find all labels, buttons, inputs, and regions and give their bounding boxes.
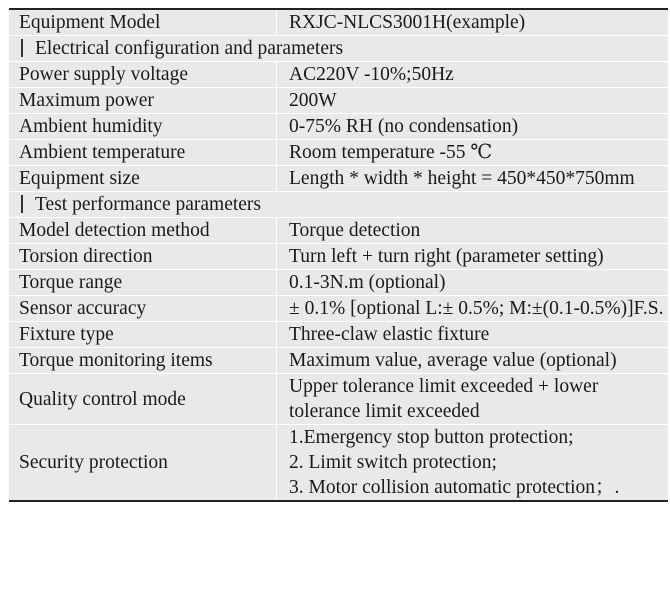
row-label: Ambient humidity [9,114,277,140]
row-value: Turn left + turn right (parameter setting) [277,244,669,270]
value-line: 3. Motor collision automatic protection；. [289,477,620,498]
spec-table [9,8,668,502]
table-row [9,88,668,114]
table-row [9,114,668,140]
row-label: Torque range [9,270,277,296]
row-label: Fixture type [9,322,277,348]
table-row [9,322,668,348]
section-header [9,192,668,218]
row-label: Maximum power [9,88,277,114]
table-row [9,244,668,270]
equipment-model-value: RXJC-NLCS3001H(example) [277,9,669,36]
row-value: AC220V -10%;50Hz [277,62,669,88]
row-value: Torque detection [277,218,669,244]
row-value: 0.1-3N.m (optional) [277,270,669,296]
table-row [9,348,668,374]
row-value: 0-75% RH (no condensation) [277,114,669,140]
table-row [9,218,668,244]
section-marker [21,195,23,213]
row-value: Maximum value, average value (optional) [277,348,669,374]
row-label: Torsion direction [9,244,277,270]
row-label: Sensor accuracy [9,296,277,322]
equipment-model-label: Equipment Model [9,9,277,36]
value-line: 1.Emergency stop button protection; [289,427,574,448]
row-label: Quality control mode [9,374,277,425]
row-value: Length * width * height = 450*450*750mm [277,166,669,192]
table-row [9,166,668,192]
row-value: Upper tolerance limit exceeded + lower tolerance limit exceeded [277,374,669,425]
section-title: Electrical configuration and parameters [35,38,344,59]
row-value: ± 0.1% [optional L:± 0.5%; M:±(0.1-0.5%)]F.S. [277,296,669,322]
row-value [277,425,669,502]
spec-table-container [9,8,668,502]
row-label: Ambient temperature [9,140,277,166]
row-label: Power supply voltage [9,62,277,88]
table-row [9,296,668,322]
table-row [9,270,668,296]
row-label: Security protection [9,425,277,502]
row-label: Model detection method [9,218,277,244]
value-line: 2. Limit switch protection; [289,452,497,473]
section-title: Test performance parameters [35,194,262,215]
row-label: Torque monitoring items [9,348,277,374]
section-header [9,36,668,62]
row-value: Three-claw elastic fixture [277,322,669,348]
row-value: 200W [277,88,669,114]
table-row [9,374,668,425]
table-row [9,140,668,166]
table-row [9,425,668,502]
table-row [9,9,668,36]
row-label: Equipment size [9,166,277,192]
table-row [9,62,668,88]
section-marker [21,39,23,57]
row-value: Room temperature -55 ℃ [277,140,669,166]
